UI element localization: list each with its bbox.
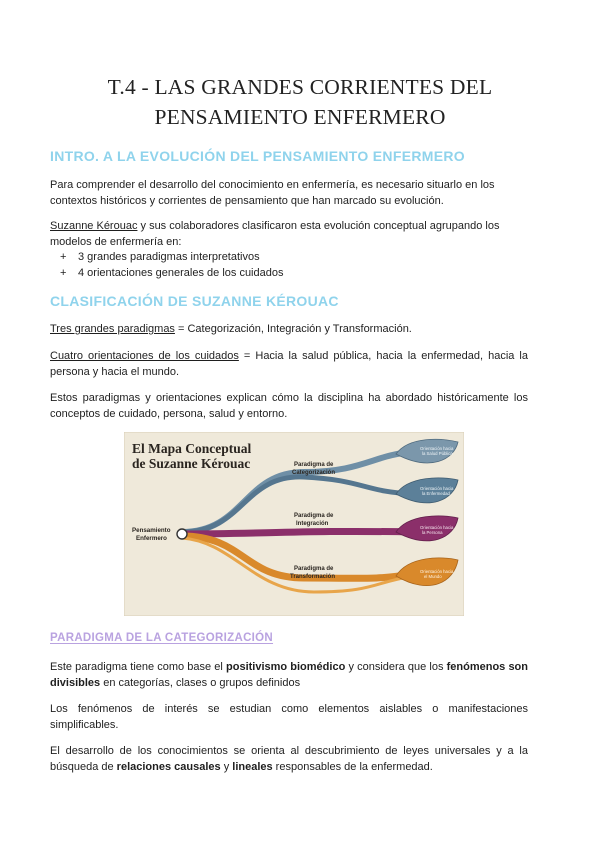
- leaf-label-line-1: Orientación hacia: [420, 486, 454, 491]
- list-item: + 4 orientaciones generales de los cuidados: [60, 267, 284, 279]
- title-line-1: T.4 - LAS GRANDES CORRIENTES DEL: [107, 75, 493, 99]
- kerouac-name: Suzanne Kérouac: [50, 220, 138, 232]
- bullet-plus-icon: +: [60, 251, 67, 263]
- page-title: [0, 72, 600, 132]
- intro-paragraph-1: Para comprender el desarrollo del conocimiento en enfermería, es necesario situarlo en los contextos históricos y corrientes de pensamiento que han marcado su evolución.: [50, 179, 495, 207]
- paradigmas-paragraph: Tres grandes paradigmas = Categorización, Integración y Transformación.: [50, 323, 412, 335]
- paradigm-label-categorizacion-line-1: Paradigma de: [294, 462, 334, 468]
- categorizacion-paragraph-2: Los fenómenos de interés se estudian como elementos aislables o manifestaciones simplificables.: [50, 703, 528, 731]
- paradigm-label-categorizacion-line-2: Categorización: [292, 470, 336, 476]
- paradigmas-orientaciones-paragraph: Estos paradigmas y orientaciones explican cómo la disciplina ha abordado históricamente los conceptos de cuidado, persona, salud y entorno.: [50, 392, 528, 420]
- section-heading-categorizacion: PARADIGMA DE LA CATEGORIZACIÓN: [50, 632, 274, 644]
- leaf-label-line-2: la Persona: [422, 530, 443, 535]
- root-label-line-1: Pensamiento: [132, 527, 171, 534]
- figure-title-line-2: de Suzanne Kérouac: [132, 456, 251, 471]
- leaf-label-line-1: Orientación hacia: [420, 446, 454, 451]
- section-heading-intro: INTRO. A LA EVOLUCIÓN DEL PENSAMIENTO ENFERMERO: [50, 148, 465, 164]
- paradigm-label-transformacion-line-2: Transformación: [290, 574, 336, 580]
- list-item: + 3 grandes paradigmas interpretativos: [60, 251, 260, 263]
- concept-map-figure: [124, 432, 464, 616]
- leaf-label-line-2: la Enfermedad: [422, 491, 450, 496]
- leaf-label-line-1: Orientación hacia: [420, 525, 454, 530]
- paradigm-label-integracion-line-1: Paradigma de: [294, 513, 334, 519]
- orientaciones-paragraph: Cuatro orientaciones de los cuidados = Hacia la salud pública, hacia la enfermedad, hacia la persona y hacia el mundo.: [50, 350, 528, 378]
- categorizacion-paragraph-1: Este paradigma tiene como base el positivismo biomédico y considera que los fenómenos son divisibles en categorías, clases o grupos definidos: [50, 661, 528, 689]
- intro-paragraph-2: [50, 218, 528, 250]
- leaf-label-line-2: el Mundo: [424, 574, 442, 579]
- bullet-list: [60, 249, 283, 281]
- root-label-line-2: Enfermero: [136, 535, 167, 542]
- paradigm-label-transformacion-line-1: Paradigma de: [294, 566, 334, 572]
- bullet-plus-icon: +: [60, 267, 67, 279]
- leaf-label-line-2: la Salud Pública: [422, 451, 453, 456]
- branch-integracion: [182, 531, 414, 534]
- figure-title-line-1: El Mapa Conceptual: [132, 441, 252, 456]
- leaf-label-line-1: Orientación hacia: [420, 569, 454, 574]
- title-line-2: PENSAMIENTO ENFERMERO: [154, 105, 446, 129]
- section-heading-clasificacion: CLASIFICACIÓN DE SUZANNE KÉROUAC: [50, 293, 339, 309]
- categorizacion-paragraph-3: El desarrollo de los conocimientos se orienta al descubrimiento de leyes universales y a la búsqueda de relaciones causales y lineales responsables de la enfermedad.: [50, 745, 528, 773]
- root-node: [177, 529, 187, 539]
- paradigm-label-integracion-line-2: Integración: [296, 521, 329, 527]
- intro-paragraph-2-rest: y sus colaboradores clasificaron esta evolución conceptual agrupando los modelos de enfermería en:: [50, 220, 500, 248]
